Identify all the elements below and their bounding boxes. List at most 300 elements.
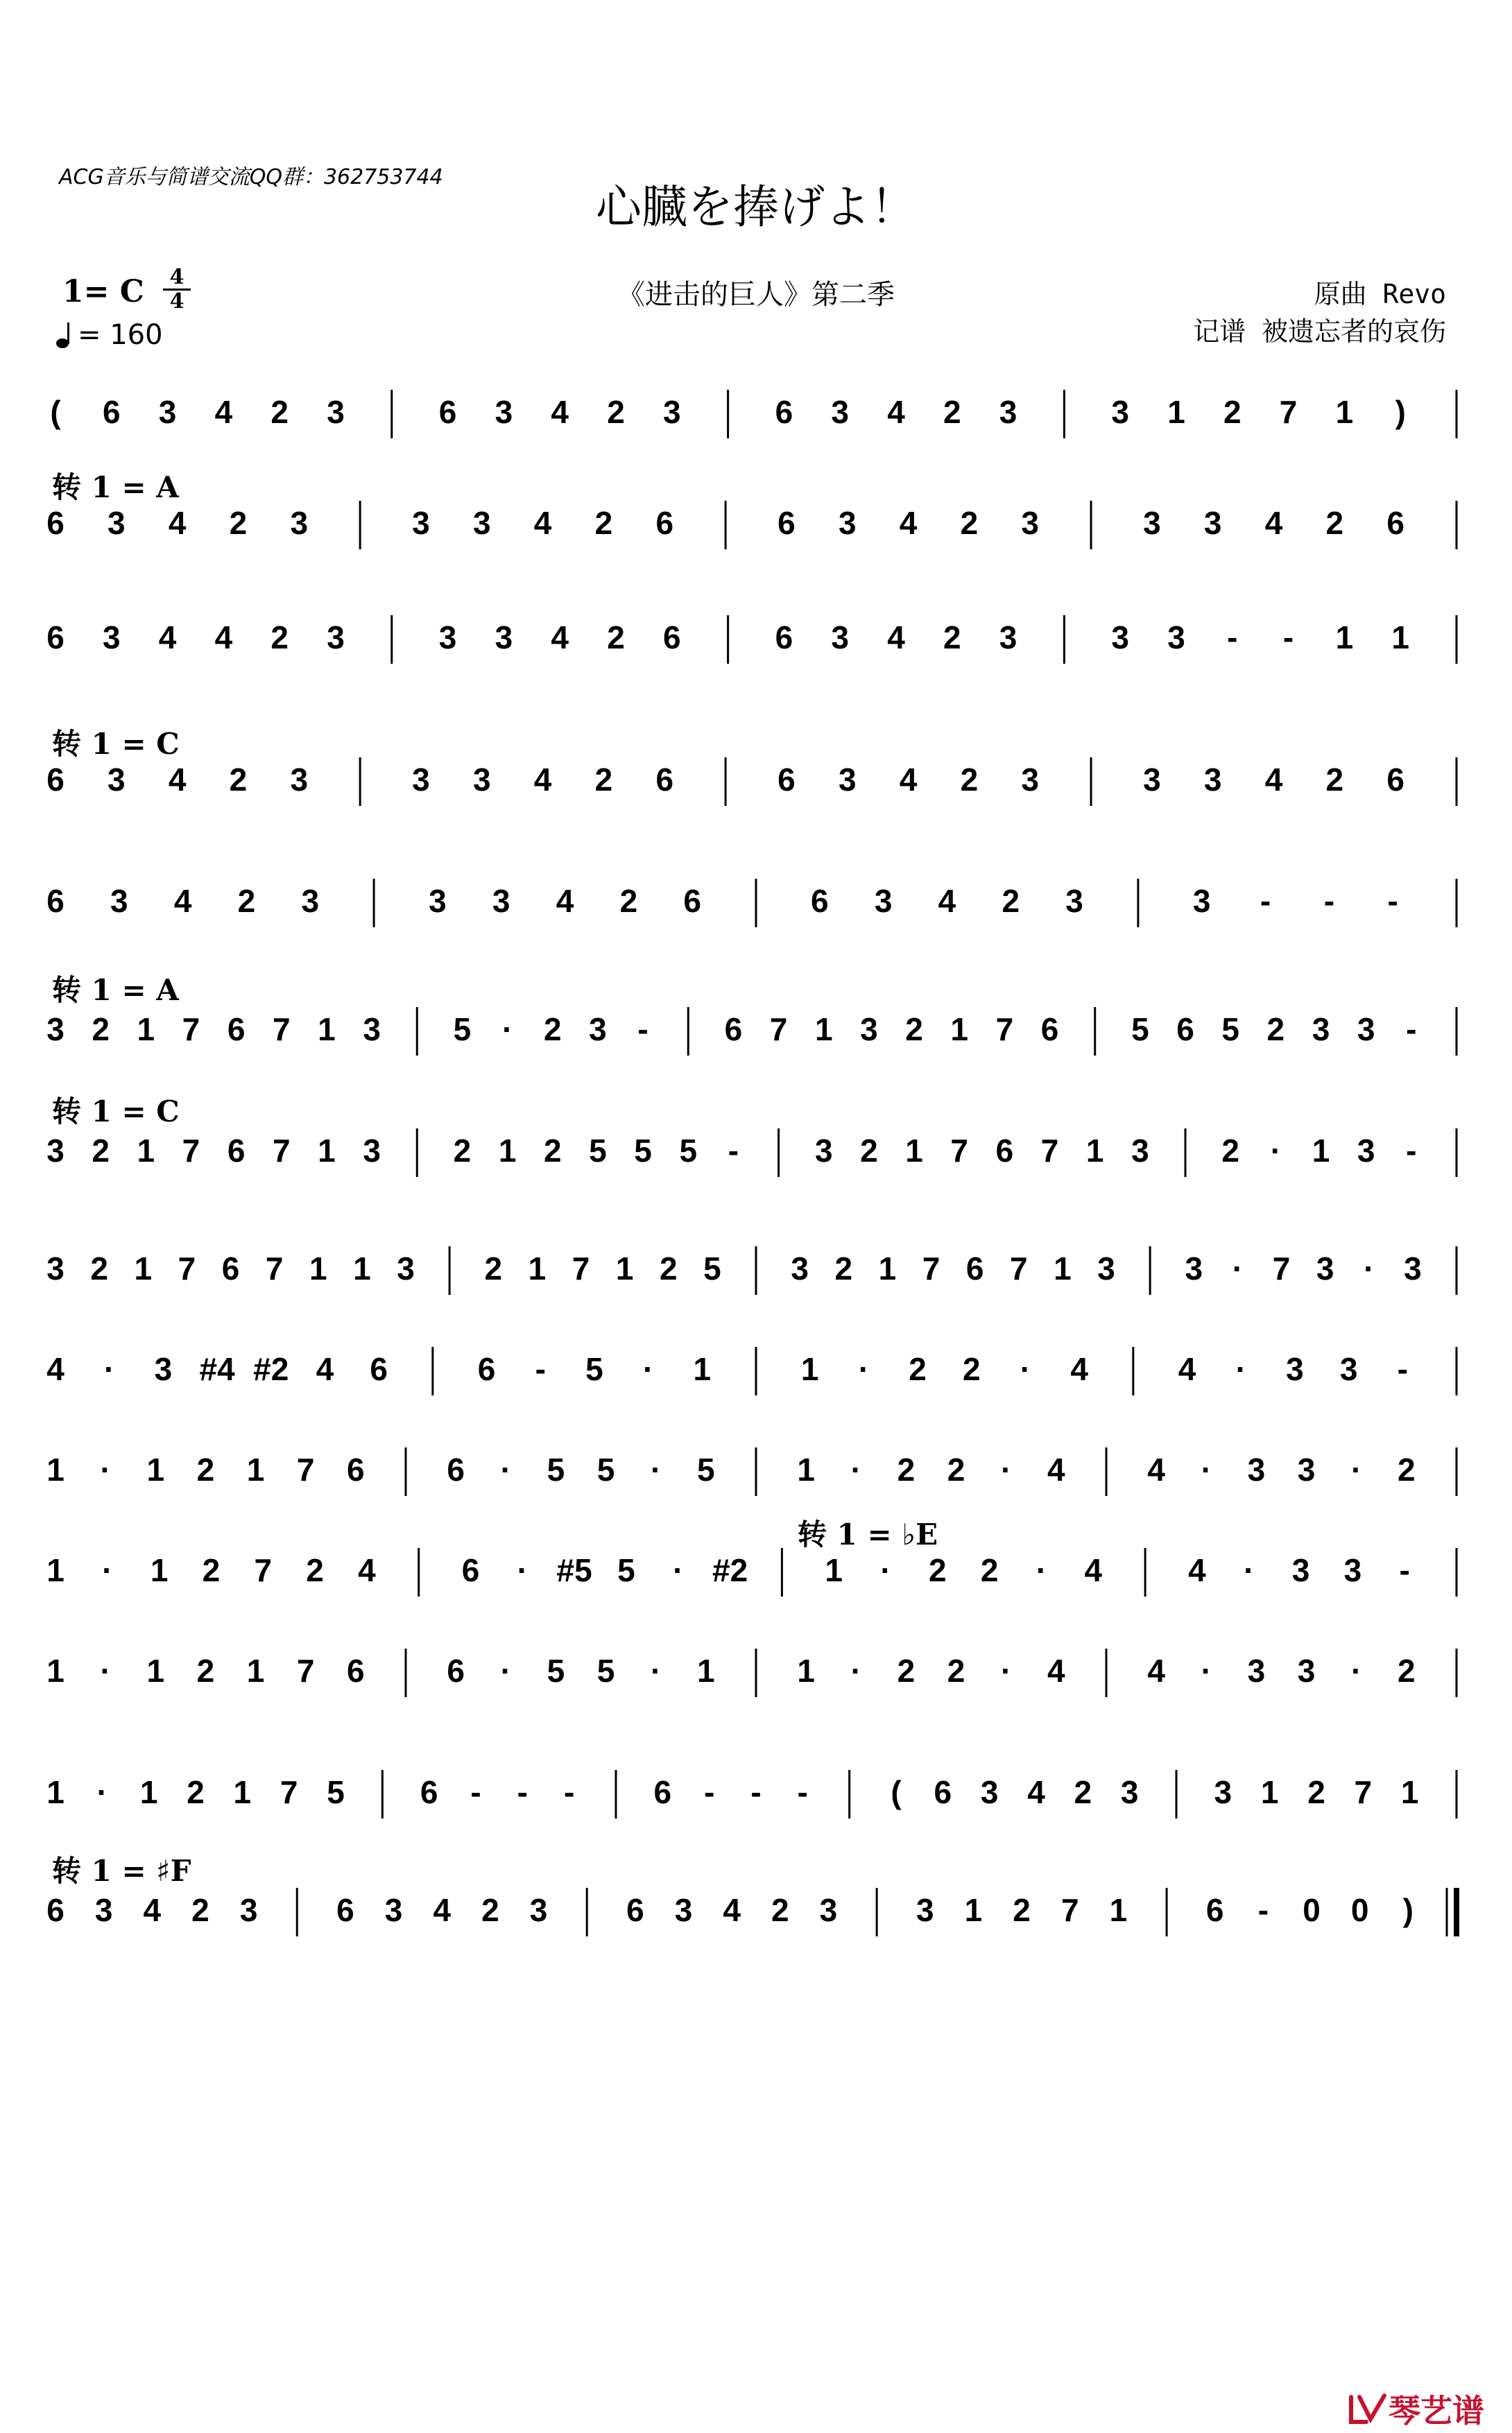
- note-digit: 5: [585, 1351, 603, 1387]
- note-dot: ·: [500, 1452, 511, 1488]
- note-dot: ·: [96, 1774, 108, 1810]
- notation-system: [46, 879, 1457, 927]
- note-digit: 6: [46, 883, 65, 919]
- note-dot: ·: [517, 1552, 528, 1588]
- note-digit: 4: [214, 619, 233, 655]
- note-digit: 3: [589, 1011, 607, 1047]
- note-digit: 4: [1047, 1653, 1065, 1689]
- note-dot: ·: [1020, 1351, 1031, 1387]
- notation-system: [46, 1128, 1457, 1177]
- note-digit: 2: [980, 1552, 999, 1588]
- note-digit: 0: [1303, 1892, 1321, 1928]
- note-digit: 2: [1002, 883, 1020, 919]
- note-digit: 4: [173, 883, 192, 919]
- note-dot: ·: [100, 1452, 111, 1488]
- key-change-6: 转 1 = ♯F: [52, 1854, 191, 1888]
- note-digit: 5: [1131, 1011, 1149, 1047]
- note-digit: 2: [960, 505, 979, 541]
- note-digit: 7: [273, 1011, 291, 1047]
- note-dash: -: [535, 1351, 546, 1387]
- note-digit: 4: [1188, 1552, 1206, 1588]
- note-digit: 7: [182, 1133, 200, 1169]
- note-digit: #5: [556, 1552, 592, 1588]
- note-digit: 6: [724, 1011, 743, 1047]
- note-digit: 5: [1221, 1011, 1239, 1047]
- note-digit: 4: [1027, 1774, 1045, 1810]
- note-digit: 6: [995, 1133, 1014, 1169]
- note-digit: 1: [150, 1552, 169, 1588]
- notation-system: [46, 1888, 1457, 1936]
- note-digit: 2: [897, 1653, 916, 1689]
- watermark-text: 琴艺谱: [1389, 2392, 1484, 2430]
- note-digit: 3: [397, 1250, 415, 1287]
- note-dash: -: [470, 1774, 481, 1810]
- note-digit: 2: [1325, 762, 1344, 798]
- note-digit: 5: [547, 1653, 565, 1689]
- note-digit: 7: [1354, 1774, 1373, 1810]
- note-digit: 3: [663, 394, 681, 430]
- note-digit: 7: [273, 1133, 291, 1169]
- note-digit: 1: [146, 1452, 165, 1488]
- note-digit: 3: [999, 394, 1017, 430]
- note-digit: 4: [214, 394, 233, 430]
- composer-credit: 原曲 Revo: [1314, 279, 1446, 309]
- note-digit: 6: [778, 505, 796, 541]
- song-title: 心臓を捧げよ！: [596, 180, 916, 234]
- note-digit: 4: [723, 1892, 741, 1928]
- note-digit: 7: [769, 1011, 788, 1047]
- note-digit: 6: [447, 1452, 465, 1488]
- note-dot: ·: [1364, 1250, 1375, 1287]
- note-digit: 6: [626, 1892, 644, 1928]
- note-dot: ·: [104, 1351, 115, 1387]
- note-digit: 3: [838, 505, 857, 541]
- note-digit: 6: [447, 1653, 465, 1689]
- note-digit: 5: [547, 1452, 565, 1488]
- note-dash: -: [1397, 1351, 1408, 1387]
- note-digit: 6: [1386, 505, 1404, 541]
- note-digit: 3: [1343, 1552, 1362, 1588]
- note-digit: 4: [316, 1351, 334, 1387]
- note-digit: 1: [697, 1653, 715, 1689]
- note-digit: 2: [453, 1133, 472, 1169]
- note-digit: 7: [280, 1774, 298, 1810]
- note-digit: ): [1395, 394, 1406, 430]
- note-digit: 1: [498, 1133, 517, 1169]
- note-digit: 3: [814, 1133, 833, 1169]
- time-denominator: 4: [169, 289, 184, 313]
- note-digit: 3: [94, 1892, 113, 1928]
- note-dot: ·: [500, 1653, 511, 1689]
- note-digit: 4: [143, 1892, 162, 1928]
- note-digit: 3: [831, 619, 849, 655]
- note-digit: 3: [1297, 1653, 1316, 1689]
- notation-system: [46, 1770, 1457, 1819]
- note-digit: 3: [363, 1133, 381, 1169]
- note-digit: 2: [1325, 505, 1344, 541]
- note-digit: 4: [1047, 1452, 1065, 1488]
- note-digit: 2: [196, 1653, 215, 1689]
- note-digit: 2: [484, 1250, 503, 1287]
- note-digit: 3: [838, 762, 857, 798]
- note-digit: 1: [134, 1250, 153, 1287]
- note-dash: -: [1227, 619, 1238, 655]
- site-watermark: [1347, 2386, 1484, 2432]
- note-digit: 6: [461, 1552, 480, 1588]
- note-digit: 3: [1131, 1133, 1149, 1169]
- note-digit: 2: [947, 1653, 965, 1689]
- note-digit: 6: [663, 619, 681, 655]
- note-digit: 4: [533, 762, 552, 798]
- note-dot: ·: [1036, 1552, 1047, 1588]
- note-digit: 5: [617, 1552, 635, 1588]
- note-digit: 3: [103, 619, 121, 655]
- note-digit: 1: [46, 1653, 65, 1689]
- note-digit: 6: [775, 394, 793, 430]
- note-digit: 3: [1203, 505, 1222, 541]
- note-digit: 3: [1247, 1452, 1266, 1488]
- note-digit: 6: [438, 394, 457, 430]
- note-digit: 2: [481, 1892, 499, 1928]
- note-digit: 2: [92, 1011, 110, 1047]
- notation-system: [46, 501, 1457, 549]
- note-digit: 7: [1009, 1250, 1028, 1287]
- note-digit: 3: [290, 762, 309, 798]
- note-digit: 3: [1214, 1774, 1232, 1810]
- note-digit: 2: [897, 1452, 916, 1488]
- note-digit: 2: [196, 1452, 215, 1488]
- note-digit: 6: [227, 1133, 246, 1169]
- note-digit: 1: [1391, 619, 1409, 655]
- note-digit: 2: [237, 883, 256, 919]
- note-dot: ·: [850, 1452, 861, 1488]
- note-dash: -: [1282, 619, 1294, 655]
- note-digit: 1: [1335, 394, 1354, 430]
- note-digit: 2: [1074, 1774, 1092, 1810]
- key-change-4: 转 1 = C: [52, 1094, 180, 1128]
- note-digit: 2: [202, 1552, 221, 1588]
- note-digit: 7: [950, 1133, 969, 1169]
- note-digit: 3: [1192, 883, 1211, 919]
- note-digit: 2: [1307, 1774, 1325, 1810]
- note-digit: 4: [556, 883, 574, 919]
- note-dash: -: [750, 1774, 762, 1810]
- note-digit: 2: [1398, 1452, 1416, 1488]
- note-digit: 1: [146, 1653, 165, 1689]
- note-dot: ·: [1201, 1452, 1212, 1488]
- key-signature: 1= C: [62, 274, 144, 309]
- note-digit: 6: [1386, 762, 1404, 798]
- note-digit: 1: [693, 1351, 712, 1387]
- note-digit: 1: [950, 1011, 969, 1047]
- note-digit: 3: [301, 883, 320, 919]
- note-digit: 7: [572, 1250, 590, 1287]
- note-digit: 6: [420, 1774, 438, 1810]
- note-digit: 1: [964, 1892, 983, 1928]
- note-dash: -: [1406, 1133, 1417, 1169]
- note-digit: 7: [1272, 1250, 1291, 1287]
- note-digit: 4: [533, 505, 552, 541]
- note-digit: 3: [791, 1250, 809, 1287]
- note-digit: 1: [1312, 1133, 1330, 1169]
- notation-system: [46, 1347, 1457, 1395]
- note-digit: 3: [529, 1892, 548, 1928]
- note-digit: 2: [229, 505, 248, 541]
- note-dot: ·: [673, 1552, 684, 1588]
- note-digit: 1: [1400, 1774, 1419, 1810]
- note-digit: 3: [1286, 1351, 1304, 1387]
- note-digit: 3: [495, 619, 513, 655]
- note-dash: -: [728, 1133, 739, 1169]
- note-digit: 3: [472, 762, 491, 798]
- note-digit: 3: [327, 619, 345, 655]
- note-digit: 1: [46, 1452, 65, 1488]
- note-dot: ·: [651, 1653, 662, 1689]
- note-digit: 1: [1109, 1892, 1128, 1928]
- note-dash: -: [1260, 883, 1271, 919]
- note-dot: ·: [1001, 1653, 1012, 1689]
- note-digit: 3: [1097, 1250, 1115, 1287]
- note-digit: 1: [46, 1552, 65, 1588]
- note-digit: 4: [887, 619, 905, 655]
- note-digit: 2: [1223, 394, 1242, 430]
- note-digit: 1: [1260, 1774, 1279, 1810]
- note-digit: 2: [594, 505, 613, 541]
- note-digit: 2: [960, 762, 979, 798]
- note-digit: 5: [697, 1452, 715, 1488]
- note-digit: 5: [327, 1774, 345, 1810]
- site-logo-icon: [1347, 2391, 1389, 2426]
- note-digit: 2: [860, 1133, 878, 1169]
- note-digit: 4: [1264, 505, 1283, 541]
- note-digit: 6: [778, 762, 796, 798]
- note-digit: 1: [246, 1452, 265, 1488]
- note-digit: 1: [353, 1250, 371, 1287]
- note-digit: 7: [922, 1250, 940, 1287]
- key-change-5: 转 1 = ♭E: [798, 1518, 938, 1551]
- note-digit: 1: [246, 1653, 265, 1689]
- note-digit: 6: [347, 1653, 365, 1689]
- note-digit: 1: [233, 1774, 252, 1810]
- note-digit: 3: [860, 1011, 878, 1047]
- note-digit: 1: [615, 1250, 634, 1287]
- note-digit: 4: [168, 762, 187, 798]
- note-digit: 3: [1021, 505, 1040, 541]
- note-dash: -: [1257, 1892, 1269, 1928]
- note-dash: -: [1399, 1552, 1410, 1588]
- note-digit: 3: [1143, 505, 1161, 541]
- note-digit: 6: [965, 1250, 984, 1287]
- note-digit: 1: [1054, 1250, 1072, 1287]
- notation-system: [50, 390, 1457, 438]
- note-digit: 3: [110, 883, 128, 919]
- note-digit: 2: [962, 1351, 981, 1387]
- note-digit: 4: [551, 619, 569, 655]
- note-digit: 6: [370, 1351, 388, 1387]
- time-numerator: 4: [169, 265, 184, 289]
- note-digit: 4: [551, 394, 569, 430]
- note-digit: 2: [1013, 1892, 1031, 1928]
- note-digit: 2: [659, 1250, 678, 1287]
- note-dot: ·: [100, 1653, 111, 1689]
- note-digit: 4: [1264, 762, 1283, 798]
- note-digit: 3: [363, 1011, 381, 1047]
- note-digit: 2: [834, 1250, 853, 1287]
- note-digit: 6: [46, 505, 65, 541]
- note-digit: 5: [453, 1011, 472, 1047]
- note-digit: (: [891, 1774, 902, 1810]
- note-digit: 4: [1084, 1552, 1103, 1588]
- note-digit: 5: [596, 1653, 615, 1689]
- note-digit: 3: [674, 1892, 693, 1928]
- note-digit: 3: [327, 394, 345, 430]
- note-digit: 3: [819, 1892, 838, 1928]
- note-digit: 3: [1339, 1351, 1358, 1387]
- note-digit: 3: [980, 1774, 999, 1810]
- note-digit: 2: [543, 1011, 562, 1047]
- note-digit: 5: [679, 1133, 698, 1169]
- note-digit: 3: [1185, 1250, 1203, 1287]
- note-dash: -: [1323, 883, 1335, 919]
- note-digit: 4: [1147, 1653, 1165, 1689]
- note-digit: 2: [187, 1774, 205, 1810]
- song-subtitle: 《进击的巨人》第二季: [617, 279, 895, 311]
- notation-system: [46, 1548, 1457, 1597]
- note-digit: 3: [429, 883, 447, 919]
- note-digit: 3: [1312, 1011, 1330, 1047]
- note-digit: 7: [296, 1452, 315, 1488]
- note-digit: 2: [1266, 1011, 1285, 1047]
- note-digit: 1: [309, 1250, 327, 1287]
- note-digit: 2: [607, 619, 625, 655]
- note-digit: 4: [158, 619, 177, 655]
- notation-system: [46, 757, 1457, 806]
- qq-group-note: ACG音乐与简谱交流QQ群：362753744: [59, 165, 443, 189]
- note-digit: 3: [46, 1250, 65, 1287]
- note-digit: 4: [1147, 1452, 1165, 1488]
- note-digit: 1: [318, 1133, 336, 1169]
- note-digit: 1: [825, 1552, 843, 1588]
- note-digit: 2: [947, 1452, 965, 1488]
- note-digit: 1: [1085, 1133, 1104, 1169]
- notation-system: [46, 1246, 1457, 1295]
- note-digit: 3: [495, 394, 513, 430]
- note-digit: 4: [899, 762, 918, 798]
- note-digit: 6: [934, 1774, 952, 1810]
- note-digit: 3: [1297, 1452, 1316, 1488]
- note-digit: 2: [191, 1892, 209, 1928]
- note-digit: 1: [318, 1011, 336, 1047]
- note-digit: 2: [607, 394, 625, 430]
- note-digit: 3: [154, 1351, 173, 1387]
- note-digit: 2: [771, 1892, 789, 1928]
- note-digit: 3: [108, 762, 126, 798]
- note-digit: 7: [182, 1011, 200, 1047]
- note-digit: 2: [543, 1133, 562, 1169]
- note-digit: 6: [653, 1774, 672, 1810]
- note-digit: 1: [137, 1011, 155, 1047]
- note-digit: 5: [703, 1250, 721, 1287]
- note-dot: ·: [1232, 1250, 1244, 1287]
- note-digit: 1: [137, 1133, 155, 1169]
- note-digit: 5: [589, 1133, 607, 1169]
- note-digit: 3: [412, 505, 430, 541]
- note-digit: 6: [46, 619, 65, 655]
- note-digit: 4: [168, 505, 187, 541]
- note-dash: -: [797, 1774, 808, 1810]
- note-digit: 4: [887, 394, 905, 430]
- note-digit: 1: [528, 1250, 547, 1287]
- note-digit: 2: [306, 1552, 324, 1588]
- note-digit: 6: [1205, 1892, 1224, 1928]
- note-dash: -: [517, 1774, 528, 1810]
- note-digit: 6: [1040, 1011, 1059, 1047]
- note-digit: 3: [1143, 762, 1161, 798]
- note-dot: ·: [651, 1452, 662, 1488]
- transcriber-credit: 记谱 被遗忘者的哀伤: [1193, 316, 1446, 347]
- note-digit: 3: [239, 1892, 258, 1928]
- note-dot: ·: [1351, 1452, 1362, 1488]
- note-digit: 4: [899, 505, 918, 541]
- note-dot: ·: [1201, 1653, 1212, 1689]
- note-digit: 3: [1404, 1250, 1422, 1287]
- key-change-2: 转 1 = C: [52, 727, 180, 761]
- note-digit: 3: [1167, 619, 1185, 655]
- key-change-1: 转 1 = A: [52, 470, 179, 504]
- note-digit: 3: [1021, 762, 1040, 798]
- note-digit: 3: [158, 394, 177, 430]
- note-digit: 2: [909, 1351, 927, 1387]
- notation-system: [46, 615, 1457, 664]
- note-digit: 2: [905, 1011, 923, 1047]
- note-dot: ·: [1244, 1552, 1255, 1588]
- note-digit: 7: [296, 1653, 315, 1689]
- note-digit: 5: [634, 1133, 652, 1169]
- note-digit: 4: [1070, 1351, 1088, 1387]
- note-digit: 3: [1247, 1653, 1266, 1689]
- note-digit: 6: [775, 619, 793, 655]
- note-digit: 1: [797, 1452, 815, 1488]
- note-digit: #2: [253, 1351, 289, 1387]
- note-digit: 0: [1350, 1892, 1369, 1928]
- note-digit: 7: [1060, 1892, 1079, 1928]
- note-digit: 3: [1316, 1250, 1334, 1287]
- note-digit: 3: [874, 883, 893, 919]
- note-digit: 3: [831, 394, 849, 430]
- note-digit: 6: [227, 1011, 246, 1047]
- note-digit: 1: [139, 1774, 158, 1810]
- note-digit: 2: [1398, 1653, 1416, 1689]
- note-dash: -: [564, 1774, 575, 1810]
- note-digit: ): [1402, 1892, 1414, 1928]
- note-digit: 6: [347, 1452, 365, 1488]
- note-digit: 1: [1335, 619, 1354, 655]
- note-digit: 3: [492, 883, 510, 919]
- note-dot: ·: [501, 1011, 513, 1047]
- note-digit: 3: [1291, 1552, 1310, 1588]
- note-dot: ·: [1235, 1351, 1246, 1387]
- note-digit: 1: [797, 1653, 815, 1689]
- note-digit: 6: [477, 1351, 496, 1387]
- note-digit: 4: [1178, 1351, 1196, 1387]
- note-digit: 4: [358, 1552, 376, 1588]
- notation-system: [46, 1649, 1457, 1697]
- note-digit: 2: [929, 1552, 947, 1588]
- note-digit: 1: [46, 1774, 65, 1810]
- note-digit: 2: [619, 883, 638, 919]
- note-digit: 3: [46, 1011, 65, 1047]
- note-digit: 1: [878, 1250, 897, 1287]
